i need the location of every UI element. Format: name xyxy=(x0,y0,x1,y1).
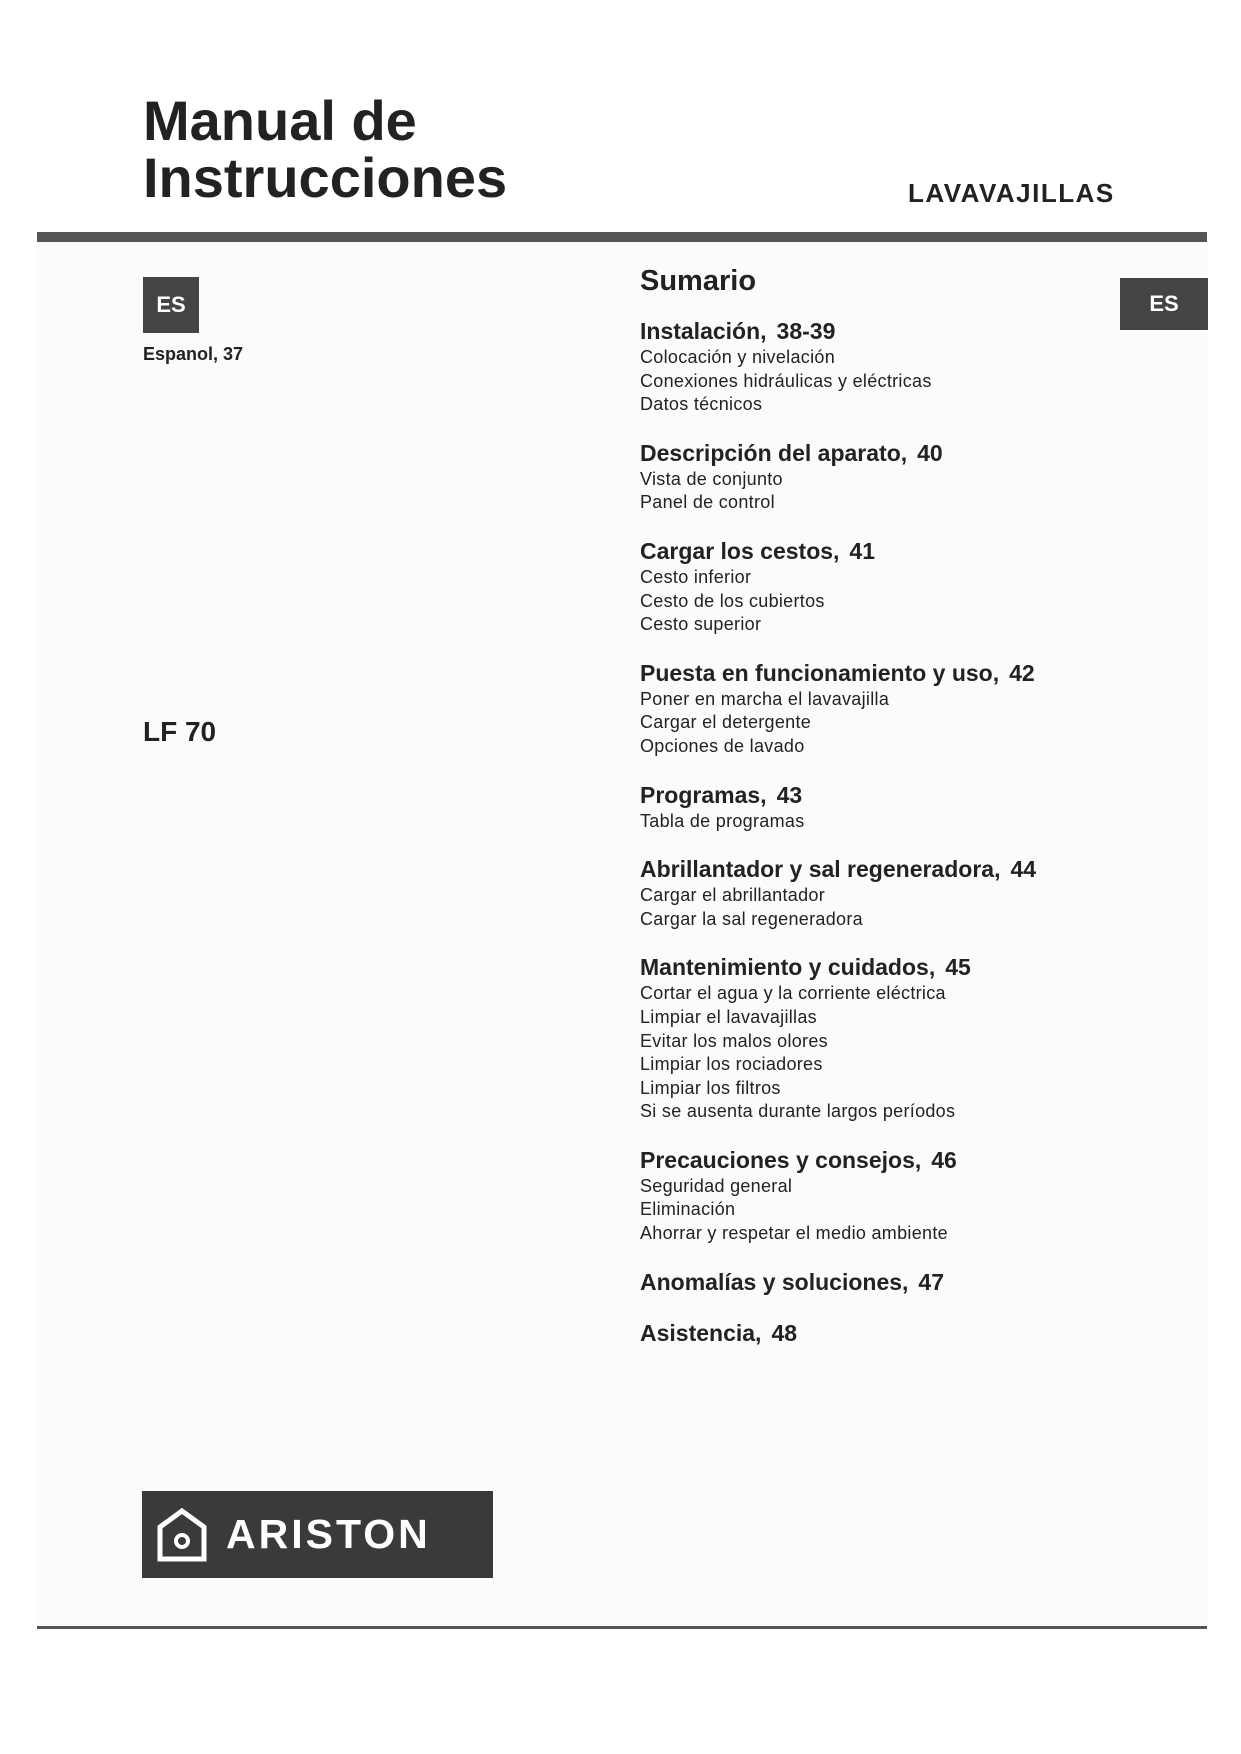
toc-heading xyxy=(640,1318,1140,1348)
toc-heading-text: Descripción del aparato, xyxy=(640,439,908,466)
toc-section xyxy=(640,780,1140,834)
toc-subitem: Cargar la sal regeneradora xyxy=(640,908,863,929)
toc-subitem: Colocación y nivelación xyxy=(640,347,836,367)
top-divider xyxy=(37,232,1207,242)
toc-page-number: 43 xyxy=(776,781,803,808)
toc-page-number: 42 xyxy=(1009,659,1035,686)
toc-subitem: Limpiar el lavavajillas xyxy=(640,1006,817,1027)
model-number: LF 70 xyxy=(143,716,217,747)
toc-subitem: Limpiar los rociadores xyxy=(640,1054,823,1075)
brand-name: ARISTON xyxy=(226,1511,431,1557)
toc-page-number: 44 xyxy=(1010,856,1037,883)
toc-subitem: Cesto de los cubiertos xyxy=(640,590,825,611)
toc-section xyxy=(640,952,1140,1124)
toc-heading xyxy=(640,316,1140,346)
toc-subitem: Evitar los malos olores xyxy=(640,1030,828,1051)
toc-page-number: 48 xyxy=(771,1319,798,1346)
toc-subitem: Cesto inferior xyxy=(640,566,752,587)
toc-heading xyxy=(640,854,1140,884)
toc-section xyxy=(640,1318,1140,1348)
toc-page-number: 40 xyxy=(917,439,943,466)
toc-subitem: Ahorrar y respetar el medio ambiente xyxy=(640,1223,948,1244)
language-badge: ES xyxy=(143,277,199,333)
toc-page-number: 46 xyxy=(931,1146,957,1173)
toc-title: Sumario xyxy=(640,265,757,297)
toc-subitem: Panel de control xyxy=(640,492,775,513)
toc-section xyxy=(640,536,1140,637)
toc-subitem: Cargar el abrillantador xyxy=(640,885,825,906)
house-icon xyxy=(156,1507,208,1563)
toc-subitem: Opciones de lavado xyxy=(640,735,805,756)
toc-section xyxy=(640,1267,1140,1297)
table-of-contents xyxy=(640,316,1140,1369)
toc-subitem: Cesto superior xyxy=(640,614,762,635)
toc-subitem: Conexiones hidráulicas y eléctricas xyxy=(640,370,932,391)
toc-heading-text: Anomalías y soluciones, xyxy=(640,1268,909,1295)
toc-subitem: Cortar el agua y la corriente eléctrica xyxy=(640,983,946,1004)
toc-section xyxy=(640,438,1140,515)
toc-subitem: Datos técnicos xyxy=(640,394,763,415)
title-line-2: Instrucciones xyxy=(143,146,508,209)
language-tab: ES xyxy=(1120,278,1208,330)
toc-heading-text: Abrillantador y sal regeneradora, xyxy=(640,856,1001,883)
toc-section xyxy=(640,658,1140,759)
toc-subitem: Eliminación xyxy=(640,1199,736,1220)
language-page-ref: Espanol, 37 xyxy=(143,344,244,364)
title-line-1: Manual de xyxy=(143,89,417,152)
toc-subitem: Si se ausenta durante largos períodos xyxy=(640,1101,956,1122)
document-type: LAVAVAJILLAS xyxy=(908,178,1115,208)
toc-subitem: Limpiar los filtros xyxy=(640,1077,781,1098)
toc-subitem: Seguridad general xyxy=(640,1175,793,1196)
toc-heading-text: Asistencia, xyxy=(640,1319,762,1346)
manual-title xyxy=(143,89,508,209)
toc-section xyxy=(640,316,1140,417)
toc-subitem: Vista de conjunto xyxy=(640,468,783,489)
toc-page-number: 41 xyxy=(849,537,876,564)
toc-subitem: Cargar el detergente xyxy=(640,712,812,733)
toc-heading xyxy=(640,1267,1140,1297)
toc-heading-text: Puesta en funcionamiento y uso, xyxy=(640,659,1000,686)
toc-heading-text: Instalación, xyxy=(640,318,767,344)
toc-page-number: 45 xyxy=(945,954,971,981)
toc-heading-text: Precauciones y consejos, xyxy=(640,1146,922,1173)
toc-heading xyxy=(640,658,1140,688)
toc-heading-text: Cargar los cestos, xyxy=(640,537,840,564)
toc-heading xyxy=(640,780,1140,810)
toc-section xyxy=(640,854,1140,931)
toc-page-number: 47 xyxy=(918,1268,945,1295)
toc-subitem: Tabla de programas xyxy=(640,810,805,831)
toc-subitem: Poner en marcha el lavavajilla xyxy=(640,688,890,709)
toc-heading-text: Mantenimiento y cuidados, xyxy=(640,954,936,981)
toc-heading xyxy=(640,438,1140,468)
toc-section xyxy=(640,1145,1140,1246)
toc-heading-text: Programas, xyxy=(640,781,767,808)
toc-heading xyxy=(640,1145,1140,1175)
toc-page-number: 38-39 xyxy=(776,318,836,344)
toc-heading xyxy=(640,952,1140,982)
toc-heading xyxy=(640,536,1140,566)
bottom-divider xyxy=(37,1626,1207,1629)
brand-logo xyxy=(142,1491,493,1578)
